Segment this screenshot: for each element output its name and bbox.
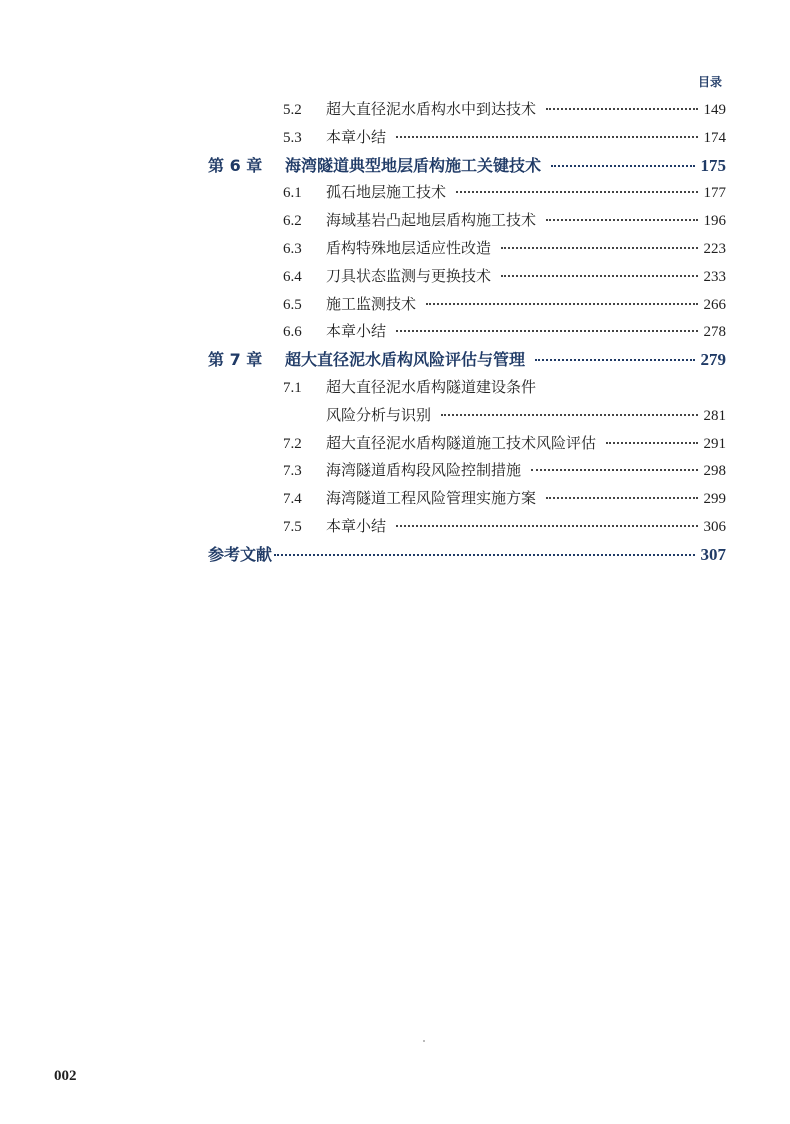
section-number: 6.4 bbox=[283, 268, 302, 285]
dot-leader bbox=[456, 191, 697, 193]
toc-entry-7-3[interactable] bbox=[208, 457, 726, 485]
toc-entry-7-5[interactable] bbox=[208, 513, 726, 541]
section-title: 超大直径泥水盾构水中到达技术 bbox=[326, 100, 537, 118]
page-ref: 281 bbox=[703, 407, 726, 424]
section-number: 7.2 bbox=[283, 435, 302, 452]
section-title: 本章小结 bbox=[326, 516, 387, 535]
dot-leader bbox=[531, 469, 697, 471]
section-title: 盾构特殊地层适应性改造 bbox=[326, 238, 492, 257]
references-title: 参考文献 bbox=[208, 544, 273, 564]
dot-leader bbox=[546, 497, 697, 499]
toc-entry-6-4[interactable] bbox=[208, 263, 726, 291]
toc-entry-7-4[interactable] bbox=[208, 485, 726, 513]
toc-entry-6-1[interactable] bbox=[208, 179, 726, 207]
page-ref: 291 bbox=[703, 435, 726, 452]
section-title: 孤石地层施工技术 bbox=[326, 183, 447, 202]
page-ref: 233 bbox=[703, 268, 726, 285]
section-title: 海湾隧道工程风险管理实施方案 bbox=[326, 489, 537, 508]
toc-entry-7-1[interactable] bbox=[208, 374, 726, 402]
dot-leader bbox=[546, 219, 697, 221]
toc-entry-6-5[interactable] bbox=[208, 291, 726, 319]
page-ref: 266 bbox=[703, 296, 726, 313]
page-ref: 298 bbox=[703, 463, 726, 480]
section-number: 7.4 bbox=[283, 491, 302, 508]
section-number: 7.5 bbox=[283, 518, 302, 535]
dot-leader bbox=[396, 525, 697, 527]
toc-chapter-6[interactable] bbox=[208, 152, 726, 180]
dot-leader bbox=[501, 275, 697, 277]
dot-leader bbox=[274, 554, 694, 556]
toc-entry-5-3[interactable] bbox=[208, 124, 726, 152]
section-number: 6.1 bbox=[283, 185, 302, 202]
dot-leader bbox=[501, 247, 697, 249]
section-title: 超大直径泥水盾构隧道建设条件 bbox=[326, 377, 537, 396]
section-number: 7.3 bbox=[283, 463, 302, 480]
toc-entry-5-2[interactable] bbox=[208, 96, 726, 124]
running-header: 目录 bbox=[697, 75, 722, 89]
page-ref: 175 bbox=[700, 155, 726, 175]
section-title: 海湾隧道盾构段风险控制措施 bbox=[326, 461, 522, 480]
dot-leader bbox=[551, 165, 694, 167]
toc-entry-7-2[interactable] bbox=[208, 430, 726, 458]
chapter-number: 第 7 章 bbox=[208, 350, 263, 370]
section-number: 6.6 bbox=[283, 324, 302, 341]
section-title: 海域基岩凸起地层盾构施工技术 bbox=[326, 211, 537, 230]
page-ref: 307 bbox=[700, 544, 726, 564]
toc-entry-6-3[interactable] bbox=[208, 235, 726, 263]
chapter-title: 海湾隧道典型地层盾构施工关键技术 bbox=[285, 155, 542, 175]
toc-entry-7-1-continued[interactable] bbox=[208, 402, 726, 430]
section-title: 风险分析与识别 bbox=[326, 405, 432, 424]
print-mark bbox=[423, 1040, 425, 1042]
chapter-title: 超大直径泥水盾构风险评估与管理 bbox=[285, 350, 526, 370]
page-ref: 196 bbox=[703, 213, 726, 230]
toc-references[interactable] bbox=[208, 541, 726, 569]
section-number: 6.5 bbox=[283, 296, 302, 313]
dot-leader bbox=[546, 108, 697, 110]
dot-leader bbox=[606, 442, 697, 444]
page-ref: 279 bbox=[700, 350, 726, 370]
page-ref: 174 bbox=[703, 129, 726, 146]
section-title: 施工监测技术 bbox=[326, 294, 417, 313]
section-number: 6.2 bbox=[283, 213, 302, 230]
section-title: 刀具状态监测与更换技术 bbox=[326, 266, 492, 285]
page-ref: 177 bbox=[703, 185, 726, 202]
section-title: 超大直径泥水盾构隧道施工技术风险评估 bbox=[326, 433, 597, 452]
dot-leader bbox=[441, 414, 697, 416]
dot-leader bbox=[396, 136, 697, 138]
section-number: 7.1 bbox=[283, 379, 302, 396]
dot-leader bbox=[535, 359, 694, 361]
dot-leader bbox=[396, 330, 697, 332]
section-title: 本章小结 bbox=[326, 322, 387, 341]
page-ref: 306 bbox=[703, 518, 726, 535]
page-number: 002 bbox=[54, 1068, 77, 1084]
page-ref: 299 bbox=[703, 491, 726, 508]
section-number: 5.3 bbox=[283, 129, 302, 146]
section-title: 本章小结 bbox=[326, 127, 387, 146]
toc-entry-6-2[interactable] bbox=[208, 207, 726, 235]
section-number: 6.3 bbox=[283, 240, 302, 257]
section-number: 5.2 bbox=[283, 102, 302, 118]
toc-entry-6-6[interactable] bbox=[208, 318, 726, 346]
table-of-contents bbox=[208, 96, 726, 569]
toc-chapter-7[interactable] bbox=[208, 346, 726, 374]
dot-leader bbox=[426, 303, 697, 305]
chapter-number: 第 6 章 bbox=[208, 155, 263, 175]
page-ref: 278 bbox=[703, 324, 726, 341]
page-ref: 223 bbox=[703, 240, 726, 257]
page-ref: 149 bbox=[703, 102, 726, 118]
